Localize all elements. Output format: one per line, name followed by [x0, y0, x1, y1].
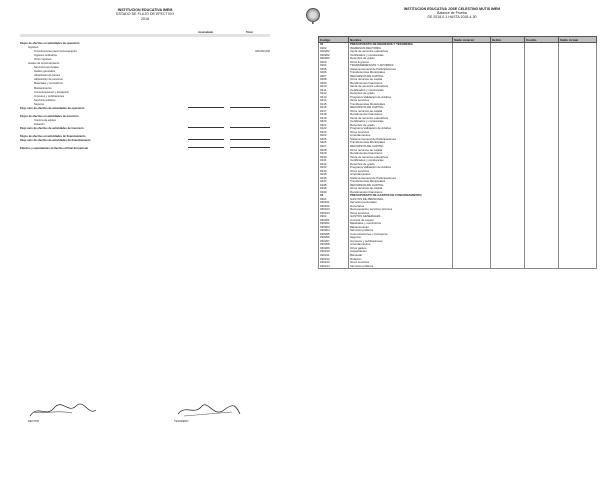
- cell-nombre: Venta de servicios educativos: [349, 50, 453, 54]
- cell-codigo: 0206: [319, 71, 349, 75]
- cell-nombre: Certificados y constancias: [349, 89, 453, 93]
- cell-nombre: RECURSOS DE CAPITAL: [349, 106, 453, 110]
- title-line-1: INSTITUCION EDUCATIVA JOSE CELESTINO MUTIS IMEM: [403, 7, 501, 11]
- cell-nombre: Dotación: [349, 257, 453, 261]
- cell-codigo: 0211: [319, 89, 349, 93]
- cell-nombre: PRESUPUESTO DE GASTOS DE FUNCIONAMIENTO: [349, 194, 453, 198]
- col-header-saldo-actual: Saldo Actual: [559, 37, 597, 43]
- cell-nombre: Derechos de grado: [349, 57, 453, 61]
- statement-row-label: Adquisición de servicios: [34, 78, 63, 82]
- cell-nombre: Otros servicios: [349, 170, 453, 174]
- cell-codigo: 0232: [319, 163, 349, 167]
- cell-codigo: 0239: [319, 187, 349, 191]
- cell-nombre: Otros recursos de capital: [349, 78, 453, 82]
- cell-codigo: 03: [319, 194, 349, 198]
- statement-row-label: Efectivo y equivalentes al efectivo al final del periodo: [20, 147, 89, 151]
- cell-nombre: Capacitación: [349, 250, 453, 254]
- statement-header: [60, 8, 230, 21]
- statement-row-label: Mantenimiento: [34, 86, 52, 90]
- cell-codigo: 0215: [319, 103, 349, 107]
- cell-codigo: 030102: [319, 205, 349, 209]
- cell-nombre: Otros recursos de capital: [349, 148, 453, 152]
- statement-row-label: Flujo neto de efectivo de actividades de inversión: [20, 126, 84, 130]
- cell-nombre: Venta de servicios educativos: [349, 156, 453, 160]
- cell-codigo: 0237: [319, 180, 349, 184]
- cell-codigo: 0228: [319, 148, 349, 152]
- cell-nombre: Venta de servicios educativos: [349, 85, 453, 89]
- column-head-acumulado: Acumulado: [198, 30, 214, 34]
- cell-nombre: Servicios personales: [349, 201, 453, 205]
- school-crest-icon: [306, 8, 320, 22]
- cell-codigo: 030211: [319, 254, 349, 258]
- cell-codigo: 0219: [319, 117, 349, 121]
- header-line-1: INSTITUCION EDUCATIVA IMEM: [117, 8, 173, 12]
- cell-nombre: Servicios públicos: [349, 229, 453, 233]
- cell-codigo: 030205: [319, 233, 349, 237]
- cell-nombre: Certificados y constancias: [349, 54, 453, 58]
- cell-nombre: Comunicaciones y transporte: [349, 233, 453, 237]
- cell-nombre: GASTOS DE PERSONAL: [349, 198, 453, 202]
- statement-row-label: Comunicaciones y transporte: [34, 90, 69, 94]
- col-header-debito: Debito: [491, 37, 525, 43]
- cell-nombre: PRESUPUESTO DE INGRESOS Y TESORERIA: [349, 43, 453, 47]
- header-line-3: 2018: [141, 16, 149, 21]
- cell-codigo: 020202: [319, 50, 349, 54]
- statement-row-label: Transferencias para funcionamiento: [34, 50, 77, 54]
- statement-row-label: Seguros: [34, 102, 45, 106]
- cell-codigo: 0204: [319, 64, 349, 68]
- cell-nombre: Derechos de grado: [349, 163, 453, 167]
- statement-row-total: [230, 127, 270, 128]
- cell-nombre: Transferencias Municipales: [349, 180, 453, 184]
- cell-codigo: 0240: [319, 191, 349, 195]
- cell-codigo: 0216: [319, 106, 349, 110]
- cell-nombre: INGRESOS RECTORIA: [349, 47, 453, 51]
- cell-nombre: Arrendamientos: [349, 173, 453, 177]
- statement-row-total: [230, 107, 270, 108]
- cell-nombre: Arrendamientos: [349, 134, 453, 138]
- cell-codigo: 030214: [319, 264, 349, 268]
- cell-codigo: 0217: [319, 110, 349, 114]
- cell-nombre: Sistema General de Participaciones: [349, 68, 453, 72]
- cell-codigo: 0235: [319, 173, 349, 177]
- cell-codigo: 0203: [319, 61, 349, 65]
- cell-nombre: Compra de equipo: [349, 219, 453, 223]
- cell-codigo: 0222: [319, 127, 349, 131]
- statement-row-label: Gastos de funcionamiento: [28, 62, 60, 66]
- statement-row-total: 320,000,000: [255, 50, 270, 54]
- statement-row-label: Flujos de efectivo en actividades de operación: [20, 42, 80, 45]
- cell-nombre: Rendimientos financieros: [349, 82, 453, 86]
- handwritten-signature-icon: [174, 402, 244, 420]
- statement-row-label: Flujo neto de efectivo de actividades de operación: [20, 106, 85, 110]
- statement-row-label: Servicios públicos: [34, 98, 56, 102]
- statement-row-label: Impresos y publicaciones: [34, 94, 65, 98]
- cell-codigo: 030212: [319, 257, 349, 261]
- cell-codigo: 030202: [319, 222, 349, 226]
- cash-flow-statement-page: [0, 0, 298, 494]
- cell-codigo: 0218: [319, 113, 349, 117]
- cell-codigo: 0302: [319, 215, 349, 219]
- statement-row-label: Flujos de efectivo en actividades de financiamiento: [20, 135, 86, 139]
- cell-codigo: 020202: [319, 54, 349, 58]
- cell-nombre: Transferencias Municipales: [349, 141, 453, 145]
- cell-nombre: Certificados y constancias: [349, 120, 453, 124]
- cell-codigo: 0224: [319, 134, 349, 138]
- cell-nombre: Impresos y publicaciones: [349, 240, 453, 244]
- cell-nombre: GASTOS GENERALES: [349, 215, 453, 219]
- cell-codigo: 030203: [319, 226, 349, 230]
- cell-nombre: Otros ingresos: [349, 61, 453, 65]
- cell-codigo: 030209: [319, 247, 349, 251]
- cell-nombre: RECURSOS DE CAPITAL: [349, 75, 453, 79]
- cell-nombre: Certificados y constancias: [349, 159, 453, 163]
- cell-nombre: Sistema General de Participaciones: [349, 138, 453, 142]
- cell-saldo-actual: [559, 264, 597, 268]
- cell-nombre: Venta de servicios educativos: [349, 117, 453, 121]
- cell-codigo: 0208: [319, 78, 349, 82]
- statement-row-acumulado: [188, 147, 224, 148]
- cell-nombre: Materiales y suministros: [349, 222, 453, 226]
- statement-row-label: Compra de equipo: [34, 118, 57, 122]
- cell-codigo: 0234: [319, 170, 349, 174]
- cell-codigo: 0230: [319, 156, 349, 160]
- signature-tesorero: [174, 402, 244, 422]
- title-line-3: DE 2018-0-1 HASTA 2018-4-30: [427, 15, 477, 20]
- cell-saldo-anterior: [453, 264, 491, 268]
- cell-codigo: 0213: [319, 96, 349, 100]
- cell-nombre: Bienestar: [349, 254, 453, 258]
- cell-nombre: Sistema General de Participaciones: [349, 177, 453, 181]
- cell-nombre: Otros recursos de capital: [349, 187, 453, 191]
- cell-nombre: Otros servicios: [349, 261, 453, 265]
- trial-balance-page: [302, 0, 600, 494]
- statement-row-label: Ingresos: [28, 46, 39, 50]
- cell-codigo: 030207: [319, 240, 349, 244]
- cell-nombre: Rendimientos financieros: [349, 113, 453, 117]
- cell-codigo: 0233: [319, 166, 349, 170]
- cell-nombre: Otros servicios: [349, 131, 453, 135]
- header-line-2: ESTADO DE FLUJO DE EFECTIVO: [116, 12, 174, 17]
- cell-nombre: Transferencias Municipales: [349, 103, 453, 107]
- cell-nombre: Otros recursos de capital: [349, 110, 453, 114]
- statement-row-acumulado: [188, 139, 224, 140]
- cell-codigo: 0301: [319, 198, 349, 202]
- cell-nombre: Rendimientos financieros: [349, 152, 453, 156]
- statement-rows: [20, 42, 270, 151]
- cell-codigo: 030103: [319, 208, 349, 212]
- statement-row-label: Gastos generales: [34, 70, 56, 74]
- cell-codigo: 020203: [319, 57, 349, 61]
- trial-balance-table: [318, 36, 597, 269]
- statement-row-acumulado: [188, 107, 224, 108]
- crest-caption: IE: [311, 22, 315, 25]
- statement-column-heads: [20, 30, 270, 40]
- cell-codigo: 0238: [319, 184, 349, 188]
- signature-block: [24, 402, 274, 442]
- cell-codigo: 0205: [319, 68, 349, 72]
- cell-codigo: 030201: [319, 219, 349, 223]
- cell-nombre: Otros gastos: [349, 247, 453, 251]
- cell-nombre: Otros servicios: [349, 99, 453, 103]
- cell-nombre: Servicios públicos: [349, 264, 453, 268]
- cell-nombre: Rendimientos financieros: [349, 191, 453, 195]
- cell-nombre: Derechos de grado: [349, 124, 453, 128]
- cell-codigo: 0209: [319, 82, 349, 86]
- trial-balance-title: [352, 7, 552, 20]
- col-header-codigo: Codigo: [319, 37, 349, 43]
- statement-row-label: Otros ingresos: [34, 58, 52, 62]
- col-header-nombre: Nombre: [349, 37, 453, 43]
- cell-codigo: 0226: [319, 141, 349, 145]
- cell-nombre: RECURSOS DE CAPITAL: [349, 184, 453, 188]
- cell-codigo: 0236: [319, 177, 349, 181]
- statement-row-acumulado: [188, 127, 224, 128]
- cell-codigo: 0220: [319, 120, 349, 124]
- cell-codigo: 030204: [319, 229, 349, 233]
- statement-row: [20, 147, 270, 151]
- cell-codigo: 0223: [319, 131, 349, 135]
- statement-row-label: Dotación: [34, 122, 45, 126]
- cell-nombre: RECURSOS DE CAPITAL: [349, 145, 453, 149]
- cell-nombre: Programa Validación de Adultos: [349, 127, 453, 131]
- cell-codigo: 0221: [319, 124, 349, 128]
- statement-row-total: [230, 147, 270, 148]
- cell-nombre: Seguros: [349, 236, 453, 240]
- signature-name: TESORERO: [174, 420, 189, 423]
- table-row: [319, 264, 597, 268]
- trial-balance-body: [319, 43, 597, 269]
- signature-rector: [28, 402, 98, 422]
- col-header-credito: Credito: [525, 37, 559, 43]
- cell-codigo: 030210: [319, 250, 349, 254]
- cell-codigo: 0225: [319, 138, 349, 142]
- trial-balance-header: [302, 4, 600, 40]
- cell-codigo: 030213: [319, 261, 349, 265]
- cell-codigo: 0210: [319, 85, 349, 89]
- column-head-total: Total: [246, 30, 253, 34]
- cell-nombre: Programa Validación de Adultos: [349, 166, 453, 170]
- statement-row-label: Adquisición de bienes: [34, 74, 61, 78]
- handwritten-signature-icon: [28, 402, 98, 420]
- statement-row-total: [230, 139, 270, 140]
- cell-codigo: 0229: [319, 152, 349, 156]
- cell-codigo: 0231: [319, 159, 349, 163]
- cell-codigo: 0212: [319, 92, 349, 96]
- cell-nombre: Transferencias Municipales: [349, 71, 453, 75]
- cell-nombre: Otros servicios: [349, 212, 453, 216]
- title-line-2: Balance de Prueba: [437, 11, 467, 16]
- statement-row-label: Ingresos ordinarios: [34, 54, 57, 58]
- cell-codigo: 030101: [319, 201, 349, 205]
- cell-codigo: 0202: [319, 47, 349, 51]
- statement-row-label: Flujos de efectivo en actividades de inversión: [20, 114, 79, 118]
- cell-nombre: TRANSFERENCIAS Y APORTES: [349, 64, 453, 68]
- cell-codigo: 0207: [319, 75, 349, 79]
- statement-row-label: Materiales y suministros: [34, 82, 63, 86]
- cell-nombre: Derechos de grado: [349, 92, 453, 96]
- cell-codigo: 0214: [319, 99, 349, 103]
- cell-nombre: Programa Validación de Adultos: [349, 96, 453, 100]
- cell-nombre: Mantenimiento: [349, 226, 453, 230]
- cell-nombre: Honorarios: [349, 205, 453, 209]
- cell-codigo: 030208: [319, 243, 349, 247]
- signature-name: RECTOR: [28, 420, 39, 423]
- cell-codigo: 030104: [319, 212, 349, 216]
- col-header-saldo-anterior: Saldo Anterior: [453, 37, 491, 43]
- cell-nombre: Arrendamientos: [349, 243, 453, 247]
- cell-credito: [525, 264, 559, 268]
- cell-debito: [491, 264, 525, 268]
- cell-codigo: 0227: [319, 145, 349, 149]
- cell-codigo: 02: [319, 43, 349, 47]
- statement-row-label: Flujo neto de efectivo de actividades de financiamiento: [20, 139, 91, 143]
- cell-nombre: Remuneración servicios técnicos: [349, 208, 453, 212]
- statement-row-label: Servicios personales: [34, 66, 59, 70]
- cell-codigo: 030206: [319, 236, 349, 240]
